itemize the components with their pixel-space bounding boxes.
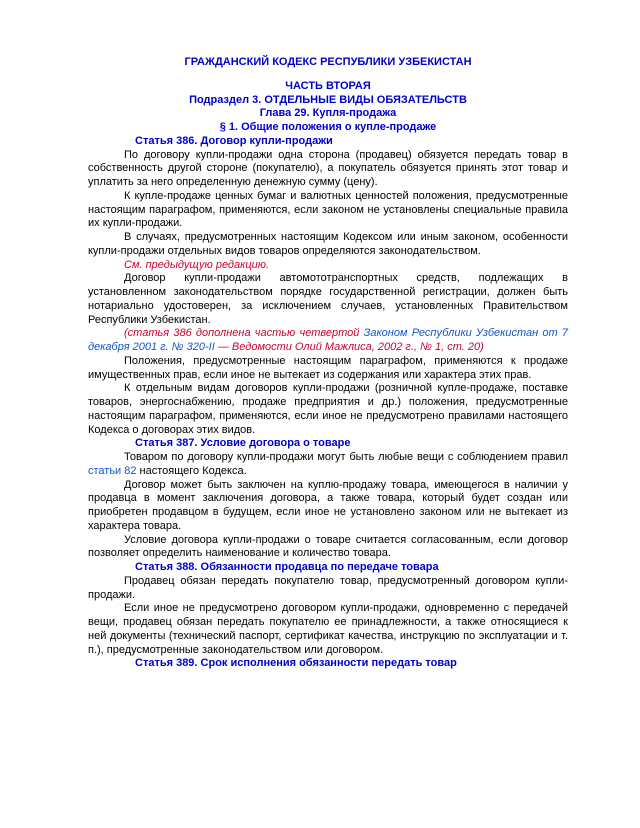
text-run: Товаром по договору купли-продажи могут быть любые вещи с соблюдением правил [124, 451, 568, 463]
paragraph [88, 602, 568, 657]
paragraph [88, 231, 568, 259]
paragraph [88, 534, 568, 562]
part-heading: ЧАСТЬ ВТОРАЯ [285, 79, 371, 92]
article-386-heading: Статья 386. Договор купли-продажи [135, 134, 333, 147]
text-run: Договор купли-продажи автомототранспортных средств, подлежащих в установленном законодательством порядке государственной регистрации, должен быть нотариально удостоверен, за исключением случаев, установленных Правительством Республики Узбекистан. [88, 272, 568, 326]
paragraph [88, 382, 568, 437]
article-387-heading: Статья 387. Условие договора о товаре [135, 437, 351, 450]
paragraph [88, 479, 568, 534]
article-389-heading: Статья 389. Срок исполнения обязанности передать товар [135, 657, 457, 670]
doc-title: ГРАЖДАНСКИЙ КОДЕКС РЕСПУБЛИКИ УЗБЕКИСТАН [184, 56, 472, 68]
text-run: Если иное не предусмотрено договором купли-продажи, одновременно с передачей вещи, продавец обязан передать покупателю ее принадлежности, а также относящиеся к ней документы (технический паспорт, сертификат качества, инструкцию по эксплуатации и т. п.), предусмотренные законодательством или договором. [88, 602, 568, 656]
see-previous-edition [88, 259, 568, 273]
paragraph [88, 272, 568, 327]
paragraph [88, 149, 568, 190]
text-run: По договору купли-продажи одна сторона (продавец) обязуется передать товар в собственность другой стороне (покупателю), а покупатель обязуется принять этот товар и уплатить за него определенную денежную сумму (цену). [88, 148, 568, 188]
law-reference-link[interactable]: Законом Республики Узбекистан от 7 декабря 2001 г. № 320-II [88, 327, 569, 353]
inline-link[interactable]: статьи 82 [88, 464, 137, 477]
text-run: Договор может быть заключен на куплю-продажу товара, имеющегося в наличии у продавца в момент заключения договора, а также товара, который будет создан или приобретен продавцом в будущем, если иное не установлено законом или не вытекает из характера товара. [88, 478, 568, 532]
paragraph [88, 355, 568, 383]
amendment-text: (статья 386 дополнена частью четвертой [124, 327, 364, 340]
text-run: К отдельным видам договоров купли-продажи (розничной купле-продаже, поставке товаров, энергоснабжению, продаже предприятия и др.) положения, предусмотренные настоящим параграфом, применяются, если иное не предусмотрено правилами настоящего Кодекса о договорах этих видов. [88, 382, 568, 436]
text-run: К купле-продаже ценных бумаг и валютных ценностей положения, предусмотренные настоящим параграфом, применяются, если законом не установлены специальные правила их купли-продажи. [88, 189, 568, 230]
text-run: Положения, предусмотренные настоящим параграфом, применяются к продаже имущественных прав, если иное не вытекает из содержания или характера этих прав. [88, 354, 568, 381]
text-run: В случаях, предусмотренных настоящим Кодексом или иным законом, особенности купли-продажи отдельных видов товаров определяются законодательством. [88, 231, 568, 257]
subsection-heading: Подраздел 3. ОТДЕЛЬНЫЕ ВИДЫ ОБЯЗАТЕЛЬСТВ [189, 93, 467, 106]
paragraph [88, 575, 568, 603]
see-previous-edition-link[interactable]: См. предыдущую редакцию. [124, 258, 270, 271]
paragraph [88, 451, 568, 479]
article-388-heading: Статья 388. Обязанности продавца по передаче товара [135, 561, 439, 573]
chapter-heading: Глава 29. Купля-продажа [259, 107, 397, 120]
text-run: Продавец обязан передать покупателю товар, предусмотренный договором купли-продажи. [88, 574, 568, 601]
text-run: Условие договора купли-продажи о товаре считается согласованным, если договор позволяет определить наименование и количество товара. [88, 533, 568, 560]
paragraph [88, 190, 568, 231]
amendment-text: — Ведомости Олий Мажлиса, 2002 г., № 1, ст. 20) [214, 341, 484, 353]
text-run: настоящего Кодекса. [136, 464, 247, 477]
section-heading: § 1. Общие положения о купле-продаже [219, 121, 437, 133]
amendment-note [88, 327, 568, 355]
